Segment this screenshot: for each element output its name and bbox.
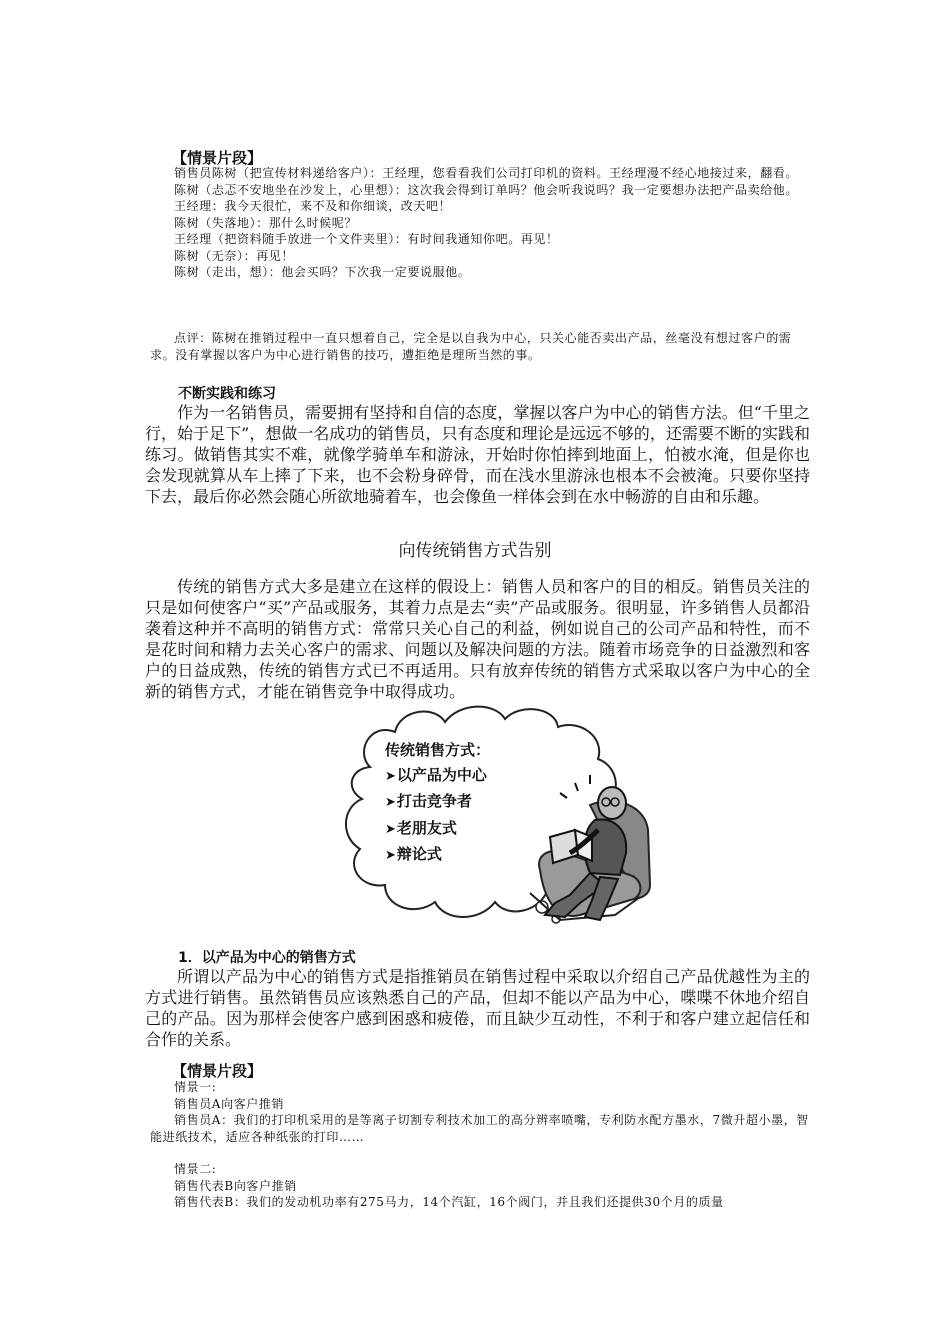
product-heading: 1．以产品为中心的销售方式 <box>178 950 356 966</box>
dialogue-line: 销售员陈树（把宣传材料递给客户）：王经理，您看看我们公司打印机的资料。王经理漫不经心地接过来，翻看。 <box>174 166 799 180</box>
comment-block <box>150 330 810 363</box>
cloud-list <box>385 738 490 869</box>
product-paragraph: 所谓以产品为中心的销售方式是指推销员在销售过程中采取以介绍自己产品优越性为主的方式进行销售。虽然销售员应该熟悉自己的产品，但却不能以产品为中心，喋喋不休地介绍自己的产品。因为那样会使客户感到困惑和疲倦，而且缺少互动性，不利于和客户建立起信任和合作的关系。 <box>145 967 810 1049</box>
practice-heading: 不断实践和练习 <box>178 386 276 402</box>
scene-label: 情景二: <box>174 1162 217 1176</box>
dialogue-line: 陈树（失落地）：那什么时候呢？ <box>174 215 358 230</box>
scene-dialogue <box>150 165 810 281</box>
cloud-title: 传统销售方式： <box>385 741 491 759</box>
dialogue-line: 王经理：我今天很忙，来不及和你细谈，改天吧！ <box>174 199 452 213</box>
cloud-item: ➤老朋友式 <box>385 816 490 843</box>
practice-paragraph: 作为一名销售员，需要拥有坚持和自信的态度，掌握以客户为中心的销售方法。但“千里之行，始于足下”，想做一名成功的销售员，只有态度和理论是远远不够的，还需要不断的实践和练习。做销售其实不难，就像学骑单车和游泳，开始时你怕摔到地面上，怕被水淹，但是你也会发现就算从车上摔了下来，也不会粉身碎骨，而在浅水里游泳也根本不会被淹。只要你坚持下去，最后你必然会随心所欲地骑着车，也会像鱼一样体会到在水中畅游的自由和乐趣。 <box>145 403 810 506</box>
arrow-bullet-icon: ➤ <box>385 768 396 784</box>
dialogue-line: 王经理（把资料随手放进一个文件夹里）：有时间我通知你吧。再见！ <box>174 232 559 246</box>
practice-body <box>145 402 810 507</box>
dialogue-line: 陈树（走出，想）：他会买吗？下次我一定要说服他。 <box>174 265 471 279</box>
arrow-bullet-icon: ➤ <box>385 795 396 810</box>
scene-title: 销售代表B向客户推销 <box>174 1178 297 1193</box>
dialogue-line: 陈树（忐忑不安地坐在沙发上，心里想）：这次我会得到订单吗？他会听我说吗？我一定要想办法把产品卖给他。 <box>174 182 799 197</box>
scene-text: 销售员A：我们的打印机采用的是等离子切割专利技术加工的高分辨率喷嘴，专利防水配方墨水，7微升超小墨，智能进纸技术，适应各种纸张的打印…… <box>150 1113 809 1144</box>
section-title: 向传统销售方式告别 <box>398 541 552 561</box>
farewell-body <box>145 576 810 702</box>
scene-block-2 <box>150 1079 810 1145</box>
cloud-item: ➤以产品为中心 <box>385 763 490 790</box>
reading-man-icon <box>520 775 660 925</box>
product-body <box>145 966 810 1050</box>
scene-text: 销售代表B：我们的发动机功率有275马力，14个汽缸，16个阀门，并且我们还提供30个月的质量 <box>174 1195 724 1209</box>
scene-heading: 【情景片段】 <box>172 149 263 167</box>
arrow-bullet-icon: ➤ <box>385 821 396 837</box>
arrow-bullet-icon: ➤ <box>385 848 396 863</box>
scene-title: 销售员A向客户推销 <box>174 1096 285 1111</box>
farewell-paragraph: 传统的销售方式大多是建立在这样的假设上：销售人员和客户的目的相反。销售员关注的只是如何使客户“买”产品或服务，其着力点是去“卖”产品或服务。很明显，许多销售人员都沿袭着这种并不高明的销售方式：常常只关心自己的利益，例如说自己的公司产品和特性，而不是花时间和精力去关心客户的需求、问题以及解决问题的方法。随着市场竞争的日益激烈和客户的日益成熟，传统的销售方式已不再适用。只有放弃传统的销售方式采取以客户为中心的全新的销售方式，才能在销售竞争中取得成功。 <box>145 577 810 701</box>
dialogue-line: 陈树（无奈）：再见！ <box>174 248 295 263</box>
comment-text: 点评：陈树在推销过程中一直只想着自己，完全是以自我为中心，只关心能否卖出产品，丝毫没有想过客户的需求。没有掌握以客户为中心进行销售的技巧，遭拒绝是理所当然的事。 <box>150 331 792 362</box>
scene-block-3 <box>150 1161 810 1211</box>
scene-heading-2: 【情景片段】 <box>172 1062 263 1080</box>
scene-label: 情景一: <box>174 1080 217 1094</box>
cloud-item: ➤打击竞争者 <box>385 789 490 816</box>
cloud-item: ➤辩论式 <box>385 842 490 869</box>
